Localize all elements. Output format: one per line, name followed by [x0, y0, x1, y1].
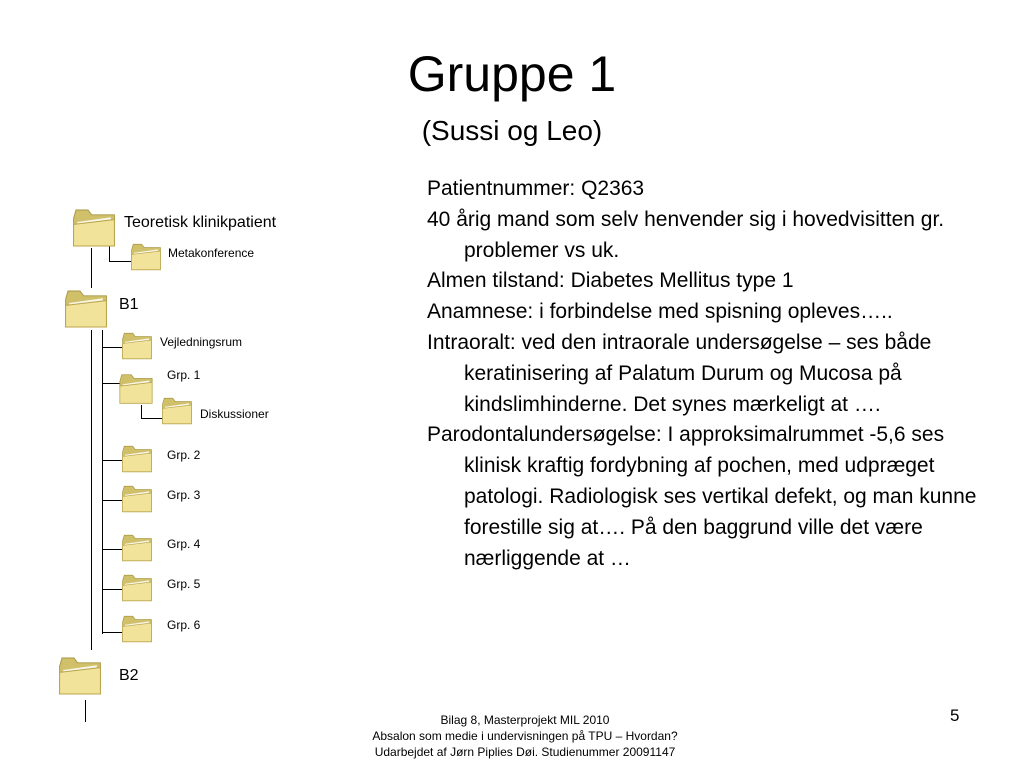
folder-icon[interactable] [120, 612, 154, 646]
case-paragraph: Anamnese: i forbindelse med spisning opleves….. [427, 300, 893, 324]
folder-icon[interactable] [117, 370, 155, 408]
folder-icon[interactable] [120, 571, 154, 605]
case-paragraph: Parodontalundersøgelse: I approksimalrummet -5,6 ses klinisk kraftig fordybning af pochen, med udpræget patologi. Radiologisk ses vertikal defekt, og man kunne forestille sig at…. På den baggrund ville det være nærliggende at … [427, 423, 977, 570]
tree-connector-grp4-h [102, 549, 122, 550]
folder-icon[interactable] [70, 204, 118, 252]
case-paragraph: Almen tilstand: Diabetes Mellitus type 1 [427, 269, 794, 293]
tree-connector-bottom [85, 700, 86, 722]
tree-label-grp5[interactable]: Grp. 5 [167, 577, 201, 591]
tree-connector-grp5-h [102, 589, 122, 590]
folder-icon[interactable] [129, 240, 163, 274]
footer-line: Bilag 8, Masterprojekt MIL 2010 [440, 713, 610, 727]
folder-icon[interactable] [160, 394, 194, 428]
tree-label-metakonference[interactable]: Metakonference [168, 246, 255, 260]
tree-label-b2[interactable]: B2 [119, 667, 139, 684]
tree-connector-vejled-h [102, 347, 122, 348]
folder-icon[interactable] [56, 652, 104, 700]
case-description [427, 174, 987, 574]
tree-label-b1[interactable]: B1 [119, 296, 139, 313]
case-paragraph: 40 årig mand som selv henvender sig i hovedvisitten gr. problemer vs uk. [427, 207, 945, 262]
tree-connector-grp3-h [102, 500, 122, 501]
page-number: 5 [950, 706, 960, 725]
tree-connector-grp6-h [102, 632, 122, 633]
tree-label-grp1[interactable]: Grp. 1 [167, 368, 201, 382]
case-paragraph: Intraoralt: ved den intraorale undersøgelse – ses både keratinisering af Palatum Durum og Mucosa på kindslimhinderne. Det synes mærkeligt at …. [427, 330, 932, 416]
tree-label-teoretisk[interactable]: Teoretisk klinikpatient [124, 214, 277, 231]
slide-footer [300, 712, 750, 760]
folder-icon[interactable] [120, 442, 154, 476]
tree-label-grp6[interactable]: Grp. 6 [167, 618, 201, 632]
folder-tree [0, 0, 420, 768]
tree-label-diskussioner[interactable]: Diskussioner [200, 407, 269, 421]
slide-subtitle: (Sussi og Leo) [421, 115, 603, 146]
tree-label-grp3[interactable]: Grp. 3 [167, 488, 201, 502]
tree-label-grp4[interactable]: Grp. 4 [167, 537, 201, 551]
tree-label-vejledningsrum[interactable]: Vejledningsrum [160, 335, 243, 349]
slide-title: Gruppe 1 [407, 46, 617, 102]
tree-connector-grp2-h [102, 460, 122, 461]
folder-icon[interactable] [120, 531, 154, 565]
folder-icon[interactable] [120, 329, 154, 363]
tree-connector-root-lower [91, 330, 92, 650]
folder-icon[interactable] [120, 482, 154, 516]
tree-connector-root [91, 248, 92, 288]
case-paragraph: Patientnummer: Q2363 [427, 177, 645, 200]
folder-icon[interactable] [62, 285, 110, 333]
tree-connector-meta-h [109, 261, 131, 262]
tree-label-grp2[interactable]: Grp. 2 [167, 448, 201, 462]
footer-line: Absalon som medie i undervisningen på TPU – Hvordan? [372, 729, 678, 743]
footer-line: Udarbejdet af Jørn Piplies Døi. Studienummer 20091147 [374, 745, 676, 759]
